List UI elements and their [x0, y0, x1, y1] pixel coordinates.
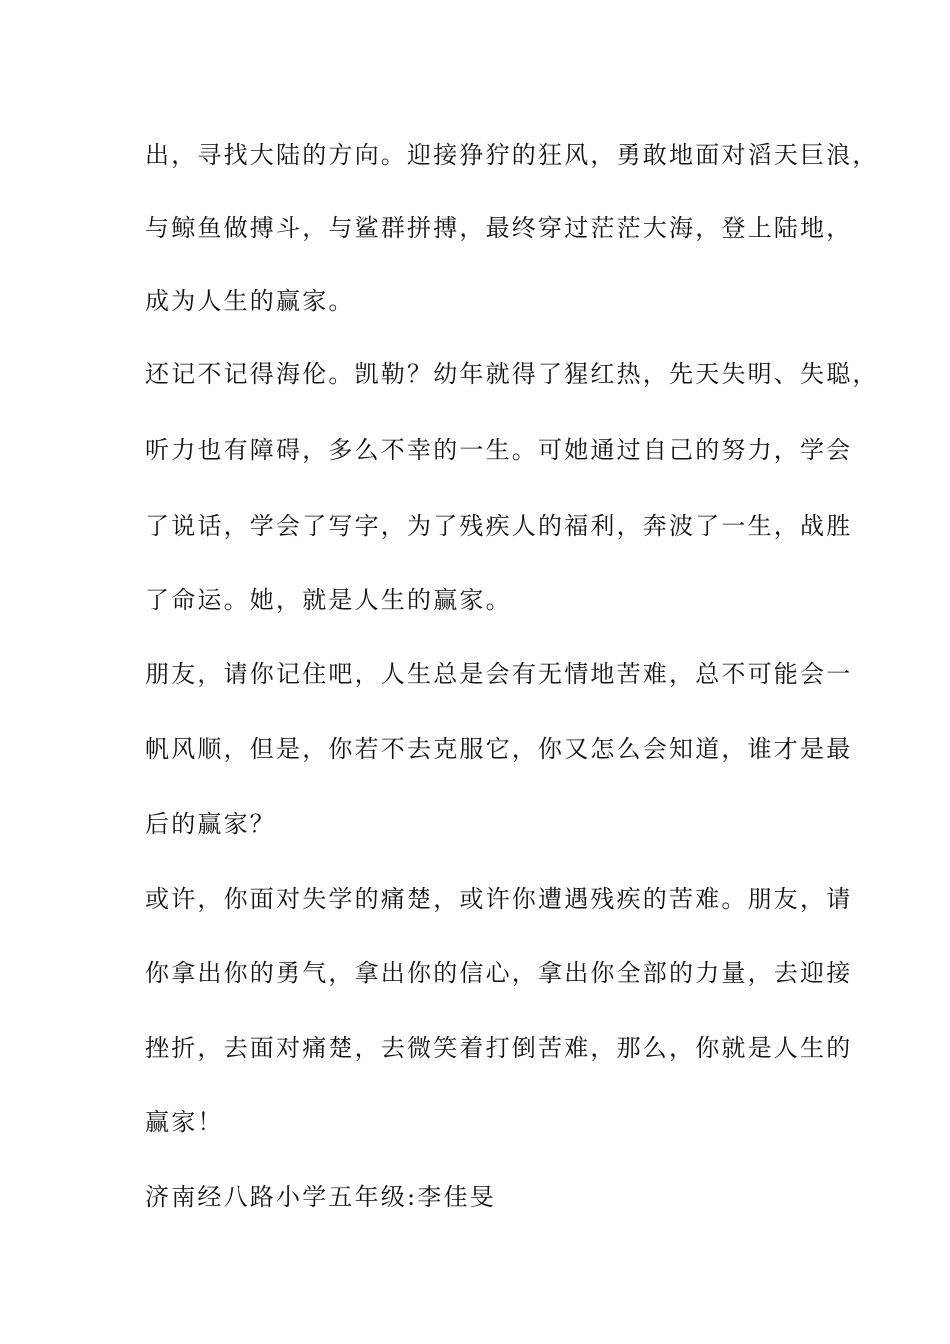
text-line: 出，寻找大陆的方向。迎接狰狞的狂风，勇敢地面对滔天巨浪， [145, 141, 879, 169]
text-line: 听力也有障碍，多么不幸的一生。可她通过自己的努力，学会 [145, 436, 853, 464]
text-line: 挫折，去面对痛楚，去微笑着打倒苦难，那么，你就是人生的 [145, 1034, 853, 1062]
author-line: 济南经八路小学五年级:李佳旻 [145, 1183, 496, 1211]
text-line: 成为人生的赢家。 [145, 287, 355, 315]
text-line: 了说话，学会了写字，为了残疾人的福利，奔波了一生，战胜 [145, 512, 853, 540]
text-line: 帆风顺，但是，你若不去克服它，你又怎么会知道，谁才是最 [145, 735, 853, 763]
text-line: 后的赢家？ [145, 810, 276, 838]
text-line: 与鲸鱼做搏斗，与鲨群拼搏，最终穿过茫茫大海，登上陆地， [145, 214, 853, 242]
text-line: 或许，你面对失学的痛楚，或许你遭遇残疾的苦难。朋友，请 [145, 885, 853, 913]
text-line: 你拿出你的勇气，拿出你的信心，拿出你全部的力量，去迎接 [145, 959, 853, 987]
text-line: 赢家！ [145, 1108, 224, 1136]
text-line: 了命运。她，就是人生的赢家。 [145, 586, 512, 614]
text-line: 朋友，请你记住吧，人生总是会有无情地苦难，总不可能会一 [145, 660, 853, 688]
text-line: 还记不记得海伦。凯勒？幼年就得了猩红热，先天失明、失聪， [145, 360, 879, 388]
